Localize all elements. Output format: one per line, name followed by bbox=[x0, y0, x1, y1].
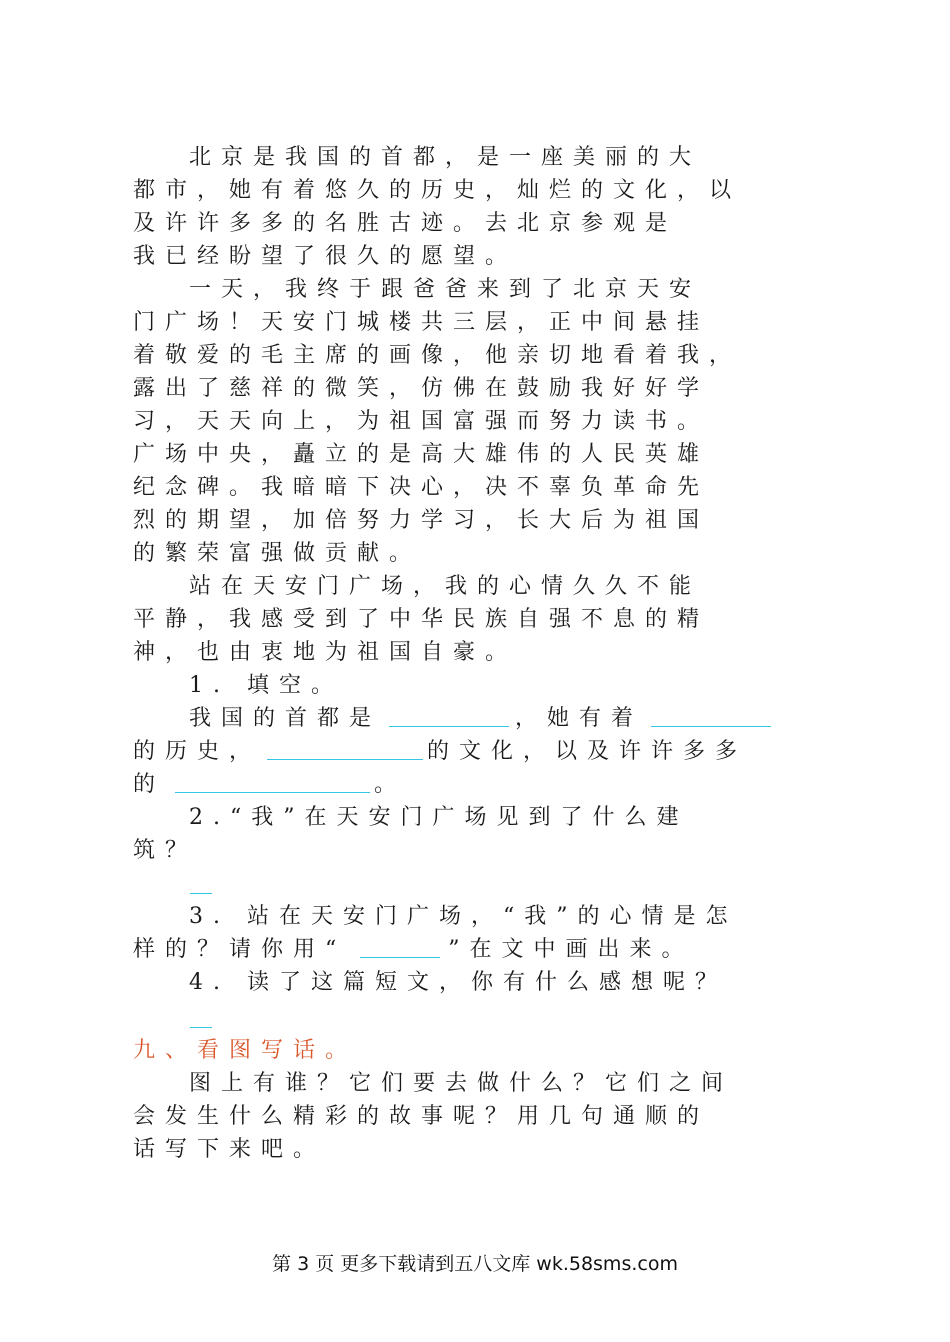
question-3-text-b: ”在文中画出来。 bbox=[448, 937, 694, 962]
question-1-label: 1. 填空。 bbox=[189, 673, 343, 698]
question-1-text-f: 。 bbox=[374, 772, 407, 797]
passage-line: 纪念碑。我暗暗下决心，决不辜负革命先 bbox=[133, 475, 710, 500]
section-9-heading: 九、看图写话。 bbox=[133, 1038, 358, 1063]
passage-line: 神，也由衷地为祖国自豪。 bbox=[133, 640, 518, 665]
question-1-line bbox=[133, 769, 813, 801]
passage-line: 及许许多多的名胜古迹。去北京参观是 bbox=[133, 211, 678, 236]
passage-line: 烈的期望，加倍努力学习，长大后为祖国 bbox=[133, 508, 710, 533]
question-1-line bbox=[189, 703, 813, 735]
question-4-answer-line[interactable] bbox=[190, 1027, 212, 1028]
question-4-line: 4. 读了这篇短文，你有什么感想呢？ bbox=[189, 970, 727, 995]
question-2-line: 筑？ bbox=[133, 838, 198, 863]
question-2-line: 2.“我”在天安门广场见到了什么建 bbox=[189, 805, 689, 830]
section-9-line: 图上有谁？它们要去做什么？它们之间 bbox=[189, 1071, 734, 1096]
question-1-line bbox=[133, 736, 813, 768]
passage-line: 一天，我终于跟爸爸来到了北京天安 bbox=[189, 277, 702, 302]
passage-line: 站在天安门广场，我的心情久久不能 bbox=[189, 574, 702, 599]
question-1-text-d: 的文化，以及许许多多 bbox=[427, 739, 748, 764]
passage-line: 都市，她有着悠久的历史，灿烂的文化，以 bbox=[133, 178, 742, 203]
famous-sites-blank[interactable] bbox=[175, 770, 370, 793]
capital-blank[interactable] bbox=[389, 704, 509, 727]
passage-line: 门广场！天安门城楼共三层，正中间悬挂 bbox=[133, 310, 710, 335]
passage-line: 的繁荣富强做贡献。 bbox=[133, 541, 422, 566]
passage-line: 习，天天向上，为祖国富强而努力读书。 bbox=[133, 409, 710, 434]
question-1-text-a: 我国的首都是 bbox=[189, 706, 382, 731]
page-footer: 第 3 页 更多下载请到五八文库 wk.58sms.com bbox=[272, 1253, 678, 1275]
passage-line: 北京是我国的首都，是一座美丽的大 bbox=[189, 145, 702, 170]
question-3-text-a: 样的？请你用“ bbox=[133, 937, 347, 962]
passage-line: 广场中央，矗立的是高大雄伟的人民英雄 bbox=[133, 442, 710, 467]
question-3-line bbox=[133, 934, 813, 966]
passage-line: 露出了慈祥的微笑，仿佛在鼓励我好好学 bbox=[133, 376, 710, 401]
passage-line: 平静，我感受到了中华民族自强不息的精 bbox=[133, 607, 710, 632]
culture-blank[interactable] bbox=[267, 737, 423, 760]
passage-line: 着敬爱的毛主席的画像，他亲切地看着我， bbox=[133, 343, 742, 368]
question-3-line: 3. 站在天安门广场，“我”的心情是怎 bbox=[189, 904, 738, 929]
section-9-line: 会发生什么精彩的故事呢？用几句通顺的 bbox=[133, 1104, 710, 1129]
question-1-text-e: 的 bbox=[133, 772, 166, 797]
question-1-text-b: ，她有着 bbox=[515, 706, 644, 731]
section-9-line: 话写下来吧。 bbox=[133, 1137, 326, 1162]
question-1-text-c: 的历史， bbox=[133, 739, 262, 764]
history-blank[interactable] bbox=[651, 704, 771, 727]
passage-line: 我已经盼望了很久的愿望。 bbox=[133, 244, 518, 269]
question-2-answer-line[interactable] bbox=[190, 893, 212, 894]
mark-symbol-blank[interactable] bbox=[360, 935, 440, 958]
